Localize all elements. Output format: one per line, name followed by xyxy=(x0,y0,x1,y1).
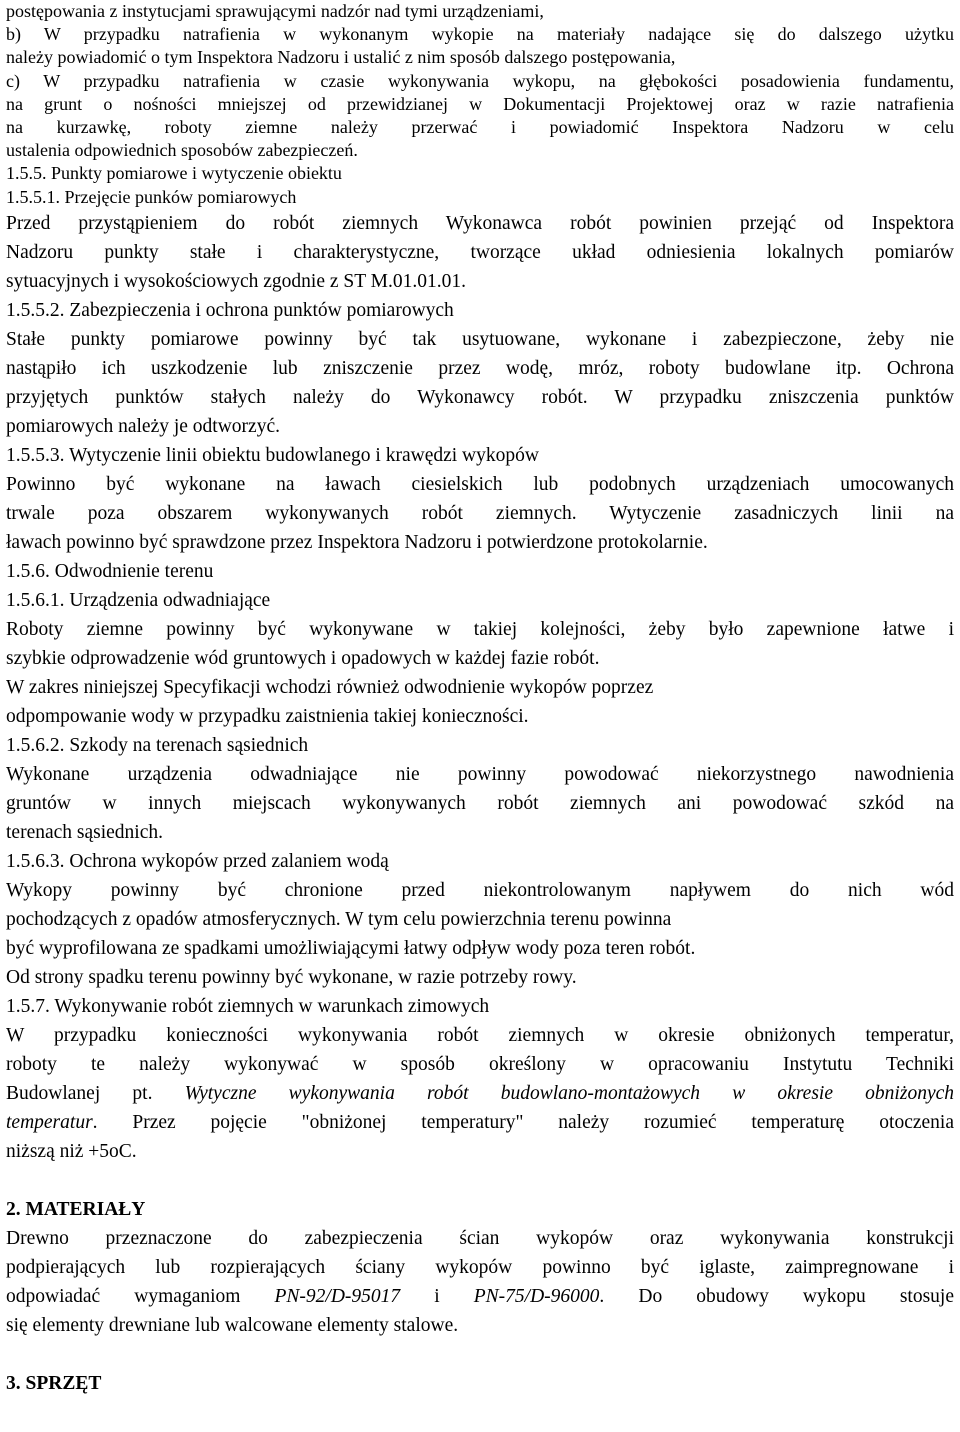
text-line: sytuacyjnych i wysokościowych zgodnie z ST M.01.01.01. xyxy=(6,270,467,292)
text-line: Wykonane urządzenia odwadniające nie powinny powodować niekorzystnego nawodnienia xyxy=(6,763,954,785)
text-line: W przypadku konieczności wykonywania robót ziemnych w okresie obniżonych temperatur, xyxy=(6,1024,954,1046)
section-heading-materials: 2. MATERIAŁY xyxy=(6,1198,146,1220)
text-line: Powinno być wykonane na ławach ciesielskich lub podobnych urządzeniach umocowanych xyxy=(6,473,954,495)
spacer xyxy=(6,1340,954,1369)
text-line: pochodzących z opadów atmosferycznych. W tym celu powierzchnia terenu powinna xyxy=(6,908,672,930)
text-line: trwale poza obszarem wykonywanych robót ziemnych. Wytyczenie zasadniczych linii na xyxy=(6,502,954,524)
upper-paragraphs xyxy=(6,0,954,209)
text-line: 1.5.7. Wykonywanie robót ziemnych w warunkach zimowych xyxy=(6,995,490,1017)
text-line: 1.5.6. Odwodnienie terenu xyxy=(6,560,214,582)
spacer xyxy=(6,1166,954,1195)
text-line xyxy=(6,1079,954,1108)
text-line: niższą niż +5oC. xyxy=(6,1140,137,1162)
text-line: Od strony spadku terenu powinny być wykonane, w razie potrzeby rowy. xyxy=(6,966,577,988)
text-line: 1.5.6.3. Ochrona wykopów przed zalaniem wodą xyxy=(6,850,389,872)
text-line: być wyprofilowana ze spadkami umożliwiającymi łatwy odpływ wody poza teren robót. xyxy=(6,937,696,959)
italic-text-run: PN-75/D-96000 xyxy=(473,1285,600,1307)
text-line: 1.5.5.3. Wytyczenie linii obiektu budowlanego i krawędzi wykopów xyxy=(6,444,539,466)
text-line: należy powiadomić o tym Inspektora Nadzoru i ustalić z nim sposób dalszego postępowania, xyxy=(6,47,676,68)
italic-text-run: temperatur xyxy=(6,1111,93,1133)
text-line: Roboty ziemne powinny być wykonywane w takiej kolejności, żeby było zapewnione łatwe i xyxy=(6,618,954,640)
materials-paragraph xyxy=(6,1224,954,1340)
text-line: gruntów w innych miejscach wykonywanych robót ziemnych ani powodować szkód na xyxy=(6,792,954,814)
text-line: podpierających lub rozpierających ściany wykopów powinno być iglaste, zaimpregnowane i xyxy=(6,1256,954,1278)
text-line: się elementy drewniane lub walcowane elementy stalowe. xyxy=(6,1314,459,1336)
text-line: nastąpiło ich uszkodzenie lub zniszczenie przez wodę, mróz, roboty budowlane itp. Ochrona xyxy=(6,357,954,379)
text-line: na kurzawkę, roboty ziemne należy przerwać i powiadomić Inspektora Nadzoru w celu xyxy=(6,117,954,138)
text-line: 1.5.5.2. Zabezpieczenia i ochrona punktów pomiarowych xyxy=(6,299,454,321)
text-line: 1.5.6.1. Urządzenia odwadniające xyxy=(6,589,271,611)
text-line xyxy=(6,1282,954,1311)
text-line: przyjętych punktów stałych należy do Wykonawcy robót. W przypadku zniszczenia punktów xyxy=(6,386,954,408)
text-line: Wykopy powinny być chronione przed niekontrolowanym napływem do nich wód xyxy=(6,879,954,901)
section-materials xyxy=(6,1166,954,1398)
text-line: Drewno przeznaczone do zabezpieczenia ścian wykopów oraz wykonywania konstrukcji xyxy=(6,1227,954,1249)
text-line: b) W przypadku natrafienia w wykonanym wykopie na materiały nadające się do dalszego użytku xyxy=(6,24,954,45)
text-line: terenach sąsiednich. xyxy=(6,821,164,843)
text-line xyxy=(6,1108,954,1137)
text-run: . Przez pojęcie "obniżonej temperatury" należy rozumieć temperaturę otoczenia xyxy=(92,1111,954,1133)
text-run: Budowlanej pt. xyxy=(6,1082,185,1104)
text-run: . Do obudowy wykopu stosuje xyxy=(599,1285,954,1307)
text-line: szybkie odprowadzenie wód gruntowych i opadowych w każdej fazie robót. xyxy=(6,647,600,669)
text-line: Przed przystąpieniem do robót ziemnych Wykonawca robót powinien przejąć od Inspektora xyxy=(6,212,954,234)
main-paragraphs xyxy=(6,209,954,1166)
text-line: 1.5.5.1. Przejęcie punków pomiarowych xyxy=(6,186,297,207)
text-line: Nadzoru punkty stałe i charakterystyczne, tworzące układ odniesienia lokalnych pomiarów xyxy=(6,241,954,263)
italic-text-run: Wytyczne wykonywania robót budowlano-montażowych w okresie obniżonych xyxy=(184,1082,954,1104)
text-run: odpowiadać wymaganiom xyxy=(6,1285,275,1307)
text-line: 1.5.5. Punkty pomiarowe i wytyczenie obiektu xyxy=(6,163,342,184)
text-line: odpompowanie wody w przypadku zaistnienia takiej konieczności. xyxy=(6,705,529,727)
text-run: i xyxy=(400,1285,474,1307)
text-line: 1.5.6.2. Szkody na terenach sąsiednich xyxy=(6,734,309,756)
text-line: Stałe punkty pomiarowe powinny być tak usytuowane, wykonane i zabezpieczone, żeby nie xyxy=(6,328,954,350)
italic-text-run: PN-92/D-95017 xyxy=(274,1285,401,1307)
text-line: postępowania z instytucjami sprawującymi nadzór nad tymi urządzeniami, xyxy=(6,1,544,21)
text-line: na grunt o nośności mniejszej od przewidzianej w Dokumentacji Projektowej oraz w razie natrafienia xyxy=(6,93,954,114)
text-line: ustalenia odpowiednich sposobów zabezpieczeń. xyxy=(6,140,358,161)
text-line: W zakres niniejszej Specyfikacji wchodzi również odwodnienie wykopów poprzez xyxy=(6,676,654,698)
text-line: ławach powinno być sprawdzone przez Inspektora Nadzoru i potwierdzone protokolarnie. xyxy=(6,531,708,553)
text-line: c) W przypadku natrafienia w czasie wykonywania wykopu, na głębokości posadowienia fundamentu, xyxy=(6,70,954,91)
text-line: pomiarowych należy je odtworzyć. xyxy=(6,415,280,437)
section-heading-equipment: 3. SPRZĘT xyxy=(6,1372,102,1394)
text-line: roboty te należy wykonywać w sposób określony w opracowaniu Instytutu Techniki xyxy=(6,1053,954,1075)
